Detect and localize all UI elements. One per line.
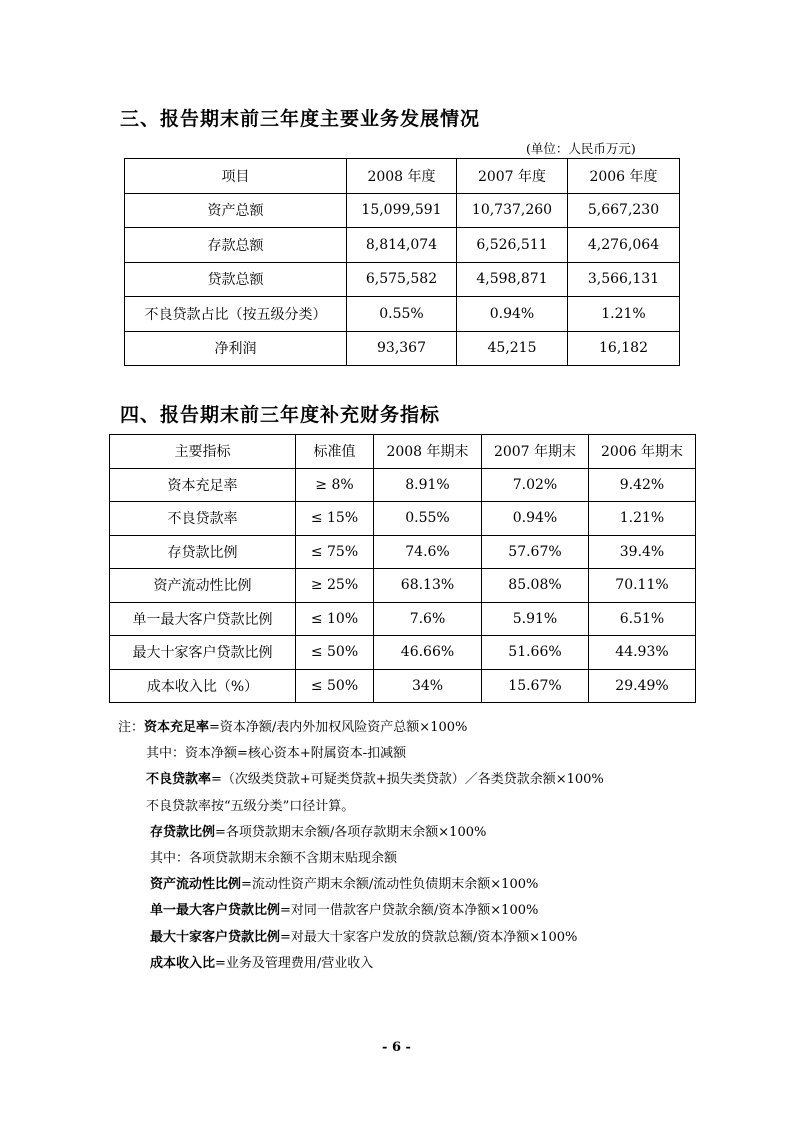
header-cell: 2006 年度 xyxy=(568,159,680,194)
table-cell: 4,276,064 xyxy=(568,228,680,263)
row-label: 存贷款比例 xyxy=(110,535,296,569)
table-row xyxy=(110,535,696,569)
table-cell: 34% xyxy=(374,669,482,703)
table-cell: 46.66% xyxy=(374,636,482,670)
standard-cell: ≥ 25% xyxy=(296,569,374,603)
table-header-row xyxy=(110,435,696,469)
unit-label: (单位：人民币万元) xyxy=(526,141,636,156)
row-label: 资本充足率 xyxy=(110,468,296,502)
table-cell: 57.67% xyxy=(482,535,589,569)
table-cell: 44.93% xyxy=(589,636,696,670)
indicator-table xyxy=(109,434,696,703)
table-row xyxy=(125,297,680,332)
table-cell: 5.91% xyxy=(482,602,589,636)
note-top-ten-clients xyxy=(118,925,718,951)
note-definition: =对同一借款客户贷款余额/资本净额×100% xyxy=(280,903,539,919)
standard-cell: ≤ 10% xyxy=(296,602,374,636)
row-label: 资产流动性比例 xyxy=(110,569,296,603)
note-npl-basis: 不良贷款率按“五级分类”口径计算。 xyxy=(146,798,355,814)
table-header-row xyxy=(125,159,680,194)
table-row xyxy=(125,193,680,228)
note-term: 不良贷款率 xyxy=(146,772,212,788)
table-cell: 4,598,871 xyxy=(457,262,568,297)
note-definition: =业务及管理费用/营业收入 xyxy=(215,955,374,971)
note-capital-adequacy xyxy=(118,715,718,741)
table-cell: 1.21% xyxy=(589,502,696,536)
table-cell: 0.94% xyxy=(457,297,568,332)
table-row xyxy=(125,331,680,366)
note-capital-net: 其中：资本净额=核心资本+附属资本-扣减额 xyxy=(146,746,407,762)
page-number: - 6 - xyxy=(382,1040,411,1055)
table-cell: 51.66% xyxy=(482,636,589,670)
header-cell: 2008 年期末 xyxy=(374,435,482,469)
section3-title: 三、报告期末前三年度主要业务发展情况 xyxy=(120,108,481,130)
note-liquidity xyxy=(118,872,718,898)
table-cell: 5,667,230 xyxy=(568,193,680,228)
row-label: 贷款总额 xyxy=(125,262,347,297)
table-cell: 6,526,511 xyxy=(457,228,568,263)
table-cell: 6.51% xyxy=(589,602,696,636)
standard-cell: ≤ 75% xyxy=(296,535,374,569)
table-cell: 9.42% xyxy=(589,468,696,502)
header-cell: 主要指标 xyxy=(110,435,296,469)
section4-title: 四、报告期末前三年度补充财务指标 xyxy=(120,404,441,426)
table-cell: 74.6% xyxy=(374,535,482,569)
note-loan-balance: 其中：各项贷款期末余额不含期末贴现余额 xyxy=(150,851,398,867)
note-cost-income xyxy=(118,951,718,977)
note-loan-deposit xyxy=(118,820,718,846)
note-npl-ratio xyxy=(118,767,718,793)
table-row xyxy=(110,468,696,502)
table-row xyxy=(110,636,696,670)
row-label: 存款总额 xyxy=(125,228,347,263)
note-prefix: 注： xyxy=(118,720,145,735)
table-cell: 85.08% xyxy=(482,569,589,603)
table-cell: 45,215 xyxy=(457,331,568,366)
table-row xyxy=(110,669,696,703)
table-cell: 0.55% xyxy=(374,502,482,536)
row-label: 单一最大客户贷款比例 xyxy=(110,602,296,636)
header-cell: 2007 年期末 xyxy=(482,435,589,469)
note-single-client xyxy=(118,898,718,924)
table-cell: 93,367 xyxy=(347,331,457,366)
table-cell: 8.91% xyxy=(374,468,482,502)
table-cell: 39.4% xyxy=(589,535,696,569)
table-row xyxy=(110,502,696,536)
table-row xyxy=(125,262,680,297)
header-cell: 2006 年期末 xyxy=(589,435,696,469)
note-term: 资产流动性比例 xyxy=(150,877,242,893)
table-cell: 3,566,131 xyxy=(568,262,680,297)
table-cell: 29.49% xyxy=(589,669,696,703)
table-cell: 0.55% xyxy=(347,297,457,332)
table-cell: 8,814,074 xyxy=(347,228,457,263)
table-cell: 15.67% xyxy=(482,669,589,703)
row-label: 最大十家客户贷款比例 xyxy=(110,636,296,670)
table-cell: 0.94% xyxy=(482,502,589,536)
header-cell: 2007 年度 xyxy=(457,159,568,194)
note-definition: =资本净额/表内外加权风险资产总额×100% xyxy=(209,720,468,735)
note-definition: =各项贷款期末余额/各项存款期末余额×100% xyxy=(215,824,487,840)
header-cell: 2008 年度 xyxy=(347,159,457,194)
standard-cell: ≥ 8% xyxy=(296,468,374,502)
standard-cell: ≤ 50% xyxy=(296,636,374,670)
table-cell: 70.11% xyxy=(589,569,696,603)
note-definition: =对最大十家客户发放的贷款总额/资本净额×100% xyxy=(280,929,578,945)
table-row xyxy=(110,569,696,603)
table-cell: 7.6% xyxy=(374,602,482,636)
note-definition: =（次级类贷款+可疑类贷款+损失类贷款）／各类贷款余额×100% xyxy=(211,772,604,788)
header-cell: 标准值 xyxy=(296,435,374,469)
note-term: 成本收入比 xyxy=(150,955,216,971)
table-cell: 7.02% xyxy=(482,468,589,502)
row-label: 不良贷款占比（按五级分类） xyxy=(125,297,347,332)
table-row xyxy=(110,602,696,636)
note-term: 单一最大客户贷款比例 xyxy=(150,903,281,919)
table-row xyxy=(125,228,680,263)
table-cell: 16,182 xyxy=(568,331,680,366)
table-cell: 6,575,582 xyxy=(347,262,457,297)
note-term: 最大十家客户贷款比例 xyxy=(150,929,281,945)
note-term: 存贷款比例 xyxy=(150,824,216,840)
standard-cell: ≤ 15% xyxy=(296,502,374,536)
row-label: 成本收入比（%） xyxy=(110,669,296,703)
standard-cell: ≤ 50% xyxy=(296,669,374,703)
note-term: 资本充足率 xyxy=(144,720,210,735)
table-cell: 68.13% xyxy=(374,569,482,603)
row-label: 净利润 xyxy=(125,331,347,366)
table-cell: 10,737,260 xyxy=(457,193,568,228)
note-definition: =流动性资产期末余额/流动性负债期末余额×100% xyxy=(241,877,539,893)
notes-section xyxy=(118,715,718,977)
header-cell: 项目 xyxy=(125,159,347,194)
table-cell: 15,099,591 xyxy=(347,193,457,228)
row-label: 不良贷款率 xyxy=(110,502,296,536)
row-label: 资产总额 xyxy=(125,193,347,228)
business-table xyxy=(124,158,680,366)
table-cell: 1.21% xyxy=(568,297,680,332)
